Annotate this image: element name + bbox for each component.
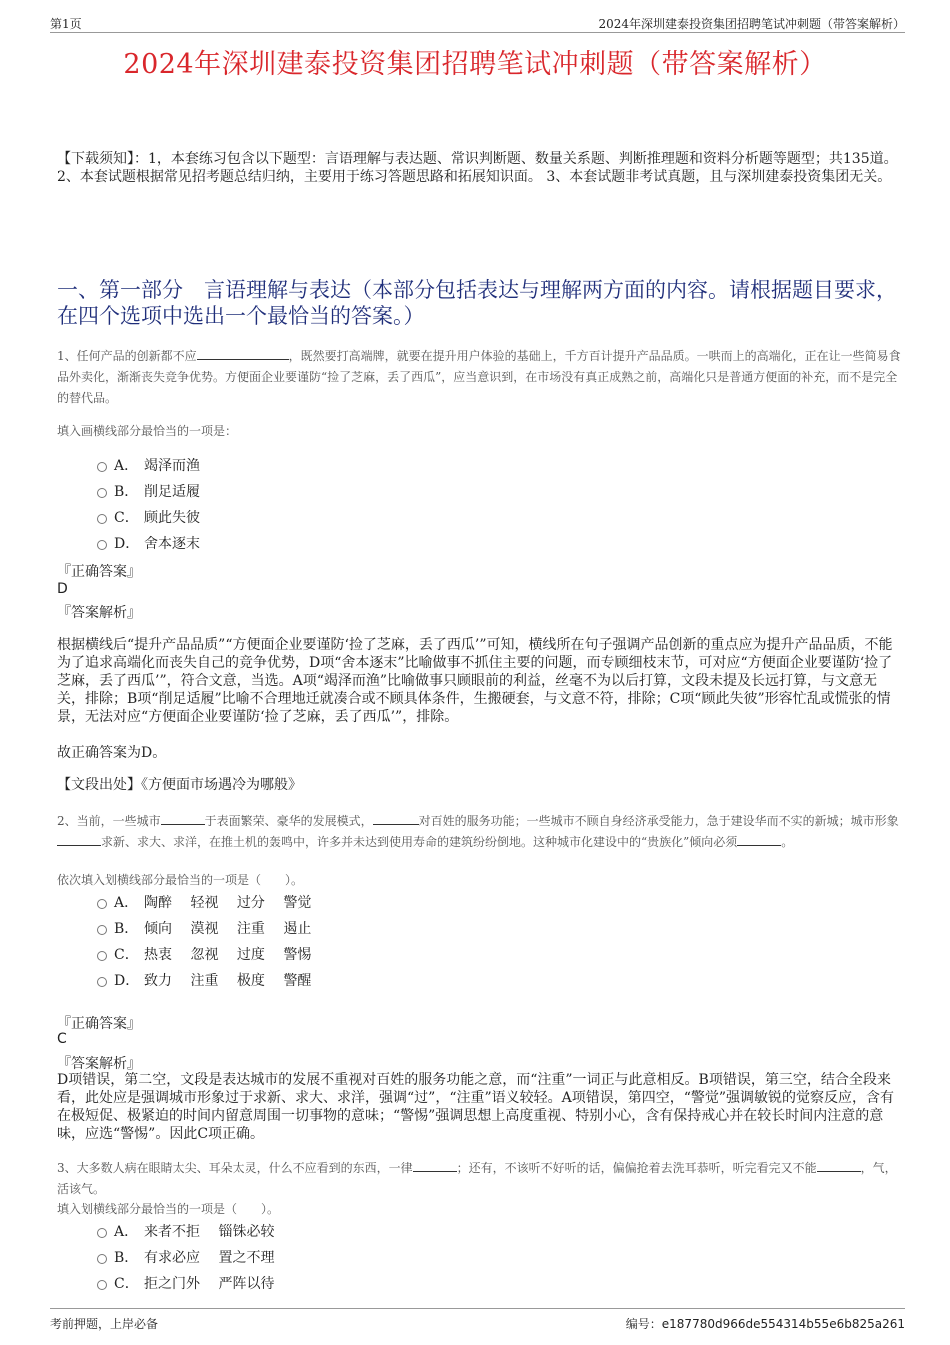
document-title: 2024年深圳建泰投资集团招聘笔试冲刺题（带答案解析）	[123, 49, 827, 80]
answer-blank	[737, 832, 781, 846]
page-number: 第1页	[50, 17, 82, 31]
radio-icon[interactable]	[97, 1254, 107, 1264]
correct-answer-label: 『正确答案』	[57, 564, 141, 580]
radio-icon[interactable]	[97, 462, 107, 472]
radio-icon[interactable]	[97, 951, 107, 961]
radio-icon[interactable]	[97, 1280, 107, 1290]
page-footer	[50, 1308, 905, 1331]
page-header	[50, 12, 905, 33]
correct-answer-label: 『正确答案』	[57, 1016, 141, 1032]
answer-blank	[161, 811, 205, 825]
section-heading: 一、第一部分 言语理解与表达（本部分包括表达与理解两方面的内容。请根据题目要求，在四个选项中选出一个最恰当的答案。）	[57, 278, 897, 328]
correct-answer-value: D	[57, 581, 68, 597]
radio-icon[interactable]	[97, 488, 107, 498]
download-notice: 【下载须知】：1，本套练习包含以下题型：言语理解与表达题、常识判断题、数量关系题、判断推理题和资料分析题等题型；共135道。 2、本套试题根据常见招考题总结归纳，主要用于练习答题思路和拓展知识面。 3、本套试题非考试真题，且与深圳建泰投资集团无关。	[57, 151, 898, 185]
analysis-label: 『答案解析』	[57, 1056, 141, 1072]
answer-blank	[373, 811, 419, 825]
radio-icon[interactable]	[97, 540, 107, 550]
question-1-stem: 1、任何产品的创新都不应 ，既然要打高端牌，就要在提升用户体验的基础上，千方百计提升产品品质。一哄而上的高端化，正在让一些简易食品外卖化，渐渐丧失竞争优势。方便面企业要谨防“捡了芝麻，丢了西瓜”，应当意识到，在市场没有真正成熟之前，高端化只是普通方便面的补充，而不是完全的替代品。	[57, 346, 907, 409]
answer-conclusion: 故正确答案为D。	[57, 745, 167, 761]
question-2-prompt: 依次填入划横线部分最恰当的一项是（ ）。	[57, 873, 304, 887]
question-1-prompt: 填入画横线部分最恰当的一项是：	[57, 424, 238, 438]
footer-slogan: 考前押题，上岸必备	[50, 1317, 159, 1331]
answer-blank	[817, 1158, 861, 1172]
answer-analysis: D项错误，第二空，文段是表达城市的发展不重视对百姓的服务功能之意，而“注重”一词正与此意相反。B项错误，第三空，结合全段来看，此处应是强调城市形象过于求新、求大、求洋，强调“过”，“注重”语义较轻。A项错误，第四空，“警觉”强调敏锐的觉察反应，含有在极短促、极紧迫的时间内留意周围一切事物的意味；“警惕”强调思想上高度重视、特别小心，含有保持戒心并在较长时间内注意的意味，应选“警惕”。因此C项正确。	[57, 1072, 895, 1142]
question-3-prompt: 填入划横线部分最恰当的一项是（ ）。	[57, 1202, 280, 1216]
answer-blank	[197, 346, 289, 360]
question-3-stem: 3、大多数人病在眼睛太尖、耳朵太灵，什么不应看到的东西，一律 ；还有，不该听不好听的话，偏偏抢着去洗耳恭听，听完看完又不能 ，气，活该气。	[57, 1158, 907, 1200]
radio-icon[interactable]	[97, 977, 107, 987]
analysis-label: 『答案解析』	[57, 605, 141, 621]
answer-analysis: 根据横线后“提升产品品质”“方便面企业要谨防‘捡了芝麻，丢了西瓜’”可知，横线所在句子强调产品创新的重点应为提升产品品质，不能为了追求高端化而丧失自己的竞争优势，D项“舍本逐末”比喻做事不抓住主要的问题，而专顾细枝末节，可对应“方便面企业要谨防‘捡了芝麻，丢了西瓜’”，符合文意，当选。A项“竭泽而渔”比喻做事只顾眼前的利益，丝毫不为以后打算，文段未提及长远打算，与文意无关，排除；B项“削足适履”比喻不合理地迁就凑合或不顾具体条件，生搬硬套，与文意不符，排除；C项“顾此失彼”形容忙乱或慌张的情景，无法对应“方便面企业要谨防‘捡了芝麻，丢了西瓜’”，排除。	[57, 637, 893, 725]
text-source: 【文段出处】《方便面市场遇冷为哪般》	[57, 777, 302, 793]
header-doc-title: 2024年深圳建泰投资集团招聘笔试冲刺题（带答案解析）	[598, 17, 905, 31]
radio-icon[interactable]	[97, 899, 107, 909]
correct-answer-value: C	[57, 1031, 67, 1047]
radio-icon[interactable]	[97, 1228, 107, 1238]
radio-icon[interactable]	[97, 514, 107, 524]
answer-blank	[413, 1158, 457, 1172]
footer-code: 编号：e187780d966de554314b55e6b825a261	[625, 1317, 905, 1331]
question-2-stem: 2、当前，一些城市 于表面繁荣、豪华的发展模式， 对百姓的服务功能；一些城市不顾自身经济承受能力，急于建设华而不实的新城；城市形象求新、求大、求洋，在推土机的轰鸣中，许多并未达到使用寿命的建筑纷纷倒地。这种城市化建设中的“贵族化”倾向必须 。	[57, 811, 907, 853]
radio-icon[interactable]	[97, 925, 107, 935]
answer-blank	[57, 832, 101, 846]
